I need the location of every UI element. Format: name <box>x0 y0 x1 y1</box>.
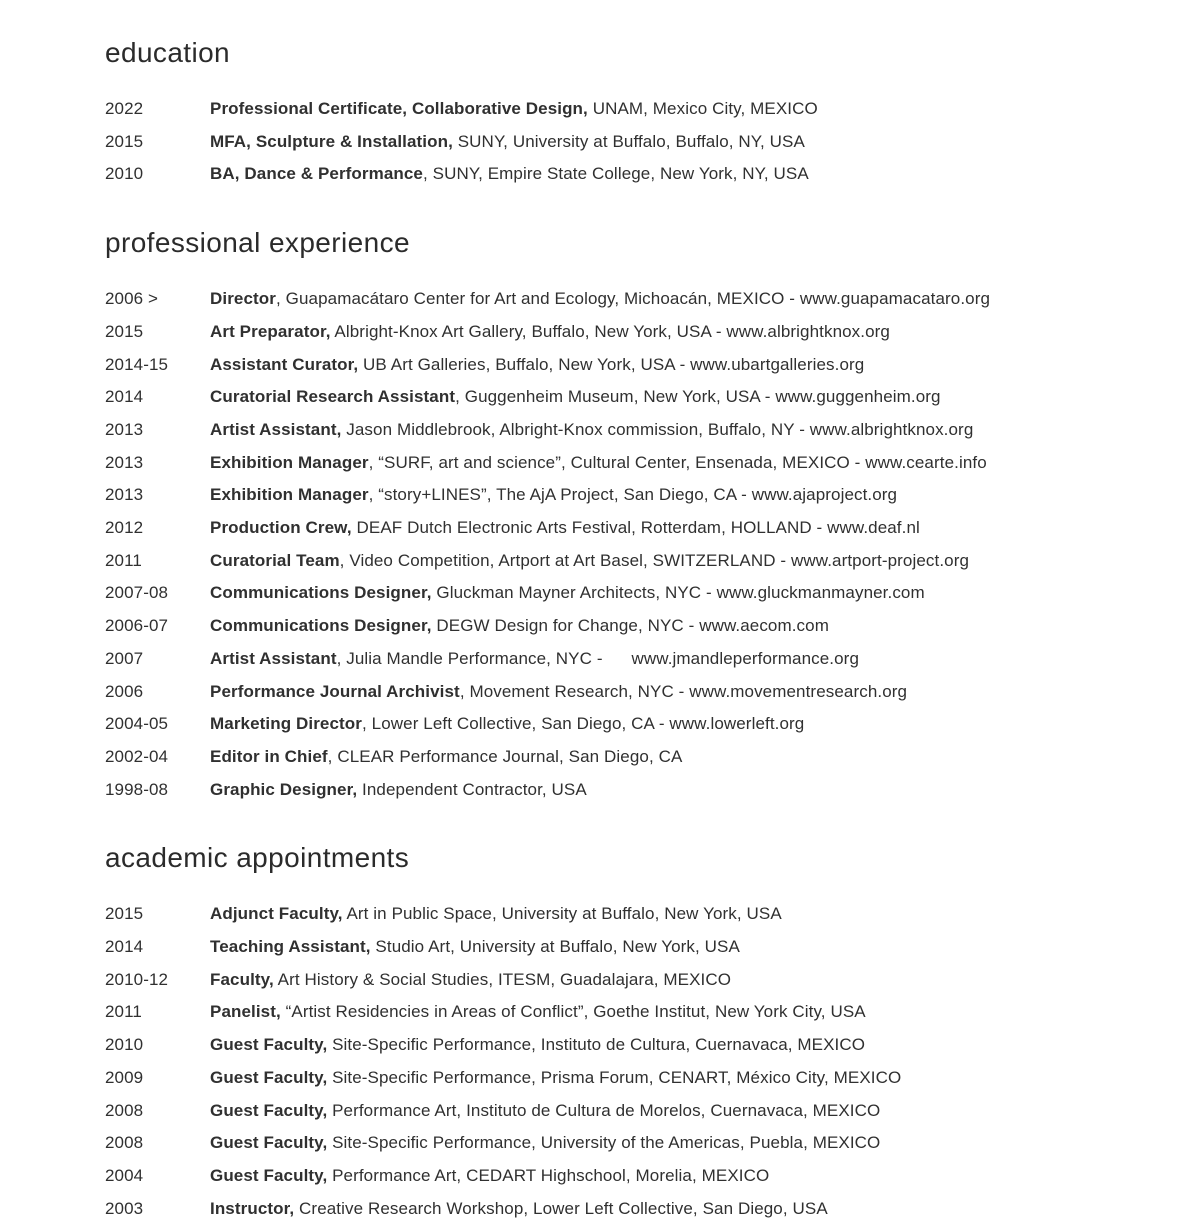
entry-detail: Art in Public Space, University at Buffalo, New York, USA <box>342 904 782 924</box>
entry-description <box>210 708 1188 741</box>
entry-detail: , “SURF, art and science”, Cultural Center, Ensenada, MEXICO - www.cearte.info <box>368 452 987 472</box>
entry-detail: Albright-Knox Art Gallery, Buffalo, New York, USA - www.albrightknox.org <box>330 321 890 341</box>
entry-year: 2015 <box>105 321 144 341</box>
entry-year: 2010 <box>105 164 144 184</box>
entry-detail: , Video Competition, Artport at Art Basel, SWITZERLAND - www.artport-project.org <box>339 550 970 570</box>
entry-role: Graphic Designer, <box>210 779 358 799</box>
entry-year: 2009 <box>105 1067 144 1087</box>
entry-year: 2007 <box>105 648 144 668</box>
entry-description <box>210 158 1188 191</box>
entry-detail: UNAM, Mexico City, MEXICO <box>587 99 818 118</box>
entry-description <box>210 479 1188 512</box>
entry-row <box>105 349 1188 382</box>
entry-detail: Site-Specific Performance, Prisma Forum, CENART, México City, MEXICO <box>327 1067 902 1087</box>
entry-role: Guest Faculty, <box>210 1035 328 1055</box>
entry-row <box>105 126 1188 159</box>
entry-detail: Independent Contractor, USA <box>357 779 587 799</box>
entry-row <box>105 1193 1188 1226</box>
entry-role: Teaching Assistant, <box>210 937 371 957</box>
entry-row <box>105 610 1188 643</box>
entry-role: Director <box>210 289 276 309</box>
entry-year: 2010 <box>105 1035 144 1055</box>
entry-row <box>105 708 1188 741</box>
entry-row <box>105 414 1188 447</box>
entry-year: 2015 <box>105 131 144 151</box>
entry-detail: , Movement Research, NYC - www.movementresearch.org <box>459 681 908 701</box>
entry-year: 2004 <box>105 1165 144 1185</box>
entry-role: Performance Journal Archivist <box>210 681 460 701</box>
entry-description <box>210 1160 1188 1193</box>
section-education <box>105 33 1188 191</box>
entry-year: 2010-12 <box>105 969 169 989</box>
entry-role: Guest Faculty, <box>210 1100 328 1120</box>
entry-role: Production Crew, <box>210 518 352 538</box>
entry-description <box>210 1193 1188 1226</box>
entry-description <box>210 898 1188 931</box>
entry-detail: , Lower Left Collective, San Diego, CA - www.lowerleft.org <box>362 714 805 734</box>
entry-role: Guest Faculty, <box>210 1133 328 1153</box>
entry-role: Exhibition Manager <box>210 485 369 505</box>
entry-description <box>210 577 1188 610</box>
entry-year: 2011 <box>105 1002 142 1022</box>
entry-row <box>105 1127 1188 1160</box>
entry-role: Artist Assistant, <box>210 419 342 439</box>
entry-description <box>210 316 1188 349</box>
entry-description <box>210 93 1188 126</box>
entry-year: 2007-08 <box>105 583 169 603</box>
entry-detail: Performance Art, CEDART Highschool, Morelia, MEXICO <box>327 1165 770 1185</box>
entry-description <box>210 741 1188 774</box>
entry-row <box>105 447 1188 480</box>
entry-row <box>105 931 1188 964</box>
entry-description <box>210 512 1188 545</box>
entry-description <box>210 996 1188 1029</box>
entry-role: Adjunct Faculty, <box>210 904 343 924</box>
entry-role: BA, Dance & Performance <box>210 164 423 184</box>
entry-description <box>210 447 1188 480</box>
entry-role: Communications Designer, <box>210 616 432 636</box>
entry-row <box>105 1160 1188 1193</box>
entry-row <box>105 158 1188 191</box>
entry-role: Editor in Chief <box>210 746 328 766</box>
entry-year: 1998-08 <box>105 779 169 799</box>
entry-detail: Art History & Social Studies, ITESM, Guadalajara, MEXICO <box>273 969 732 989</box>
entry-row <box>105 1029 1188 1062</box>
entry-year: 2003 <box>105 1198 144 1218</box>
entry-description <box>210 610 1188 643</box>
entry-year: 2013 <box>105 485 144 505</box>
entry-detail: Creative Research Workshop, Lower Left Collective, San Diego, USA <box>294 1198 828 1218</box>
entry-row <box>105 1062 1188 1095</box>
entry-row <box>105 381 1188 414</box>
entry-year: 2002-04 <box>105 746 169 766</box>
entry-role: Faculty, <box>210 969 274 989</box>
entry-role: Guest Faculty, <box>210 1165 328 1185</box>
entry-detail: , CLEAR Performance Journal, San Diego, CA <box>327 746 683 766</box>
entry-detail: , SUNY, Empire State College, New York, NY, USA <box>422 164 809 184</box>
entry-description <box>210 1062 1188 1095</box>
entry-row <box>105 1095 1188 1128</box>
entry-detail: UB Art Galleries, Buffalo, New York, USA - www.ubartgalleries.org <box>358 354 865 374</box>
entry-role: Artist Assistant <box>210 648 337 668</box>
entry-detail: , Julia Mandle Performance, NYC - www.jmandleperformance.org <box>336 648 859 668</box>
entry-year: 2011 <box>105 550 142 570</box>
entry-detail: Performance Art, Instituto de Cultura de Morelos, Cuernavaca, MEXICO <box>327 1100 881 1120</box>
entry-role: Guest Faculty, <box>210 1067 328 1087</box>
section-title: professional experience <box>105 227 410 259</box>
entry-role: Instructor, <box>210 1198 295 1218</box>
section-entries <box>105 283 1188 806</box>
entry-description <box>210 643 1188 676</box>
entry-description <box>210 349 1188 382</box>
entry-year: 2008 <box>105 1133 144 1153</box>
entry-year: 2012 <box>105 518 144 538</box>
entry-row <box>105 479 1188 512</box>
entry-row <box>105 676 1188 709</box>
entry-description <box>210 964 1188 997</box>
entry-row <box>105 898 1188 931</box>
entry-detail: Site-Specific Performance, University of the Americas, Puebla, MEXICO <box>327 1133 881 1153</box>
section-academic-appointments <box>105 838 1188 1225</box>
section-title: education <box>105 37 231 68</box>
entry-year: 2004-05 <box>105 714 169 734</box>
entry-year: 2014-15 <box>105 354 169 374</box>
entry-description <box>210 381 1188 414</box>
entry-role: Exhibition Manager <box>210 452 369 472</box>
entry-year: 2006 > <box>105 289 159 309</box>
entry-year: 2006-07 <box>105 616 169 636</box>
entry-detail: , Guapamacátaro Center for Art and Ecology, Michoacán, MEXICO - www.guapamacataro.org <box>276 289 991 309</box>
entry-year: 2006 <box>105 681 144 701</box>
entry-detail: DEGW Design for Change, NYC - www.aecom.com <box>431 616 829 636</box>
entry-description <box>210 1095 1188 1128</box>
entry-year: 2008 <box>105 1100 144 1120</box>
entry-role: Curatorial Team <box>210 550 340 570</box>
entry-year: 2014 <box>105 937 144 957</box>
entry-description <box>210 126 1188 159</box>
entry-role: Marketing Director <box>210 714 363 734</box>
entry-role: Panelist, <box>210 1002 281 1022</box>
entry-row <box>105 643 1188 676</box>
entry-row <box>105 512 1188 545</box>
entry-detail: , Guggenheim Museum, New York, USA - www.guggenheim.org <box>455 387 941 407</box>
entry-detail: Jason Middlebrook, Albright-Knox commission, Buffalo, NY - www.albrightknox.org <box>341 419 974 439</box>
entry-row <box>105 283 1188 316</box>
entry-detail: Site-Specific Performance, Instituto de Cultura, Cuernavaca, MEXICO <box>327 1035 866 1055</box>
entry-description <box>210 1127 1188 1160</box>
entry-year: 2014 <box>105 387 144 407</box>
entry-row <box>105 93 1188 126</box>
entry-description <box>210 774 1188 807</box>
entry-row <box>105 741 1188 774</box>
entry-role: Art Preparator, <box>210 321 331 341</box>
section-entries <box>105 93 1188 191</box>
entry-detail: Studio Art, University at Buffalo, New York, USA <box>370 937 740 957</box>
entry-description <box>210 1029 1188 1062</box>
entry-description <box>210 545 1188 578</box>
entry-year: 2013 <box>105 419 144 439</box>
entry-description <box>210 931 1188 964</box>
entry-row <box>105 577 1188 610</box>
entry-year: 2013 <box>105 452 144 472</box>
entry-detail: DEAF Dutch Electronic Arts Festival, Rotterdam, HOLLAND - www.deaf.nl <box>351 518 920 538</box>
entry-row <box>105 774 1188 807</box>
entry-role: MFA, Sculpture & Installation, <box>210 131 453 151</box>
entry-year: 2022 <box>105 99 144 118</box>
entry-description <box>210 283 1188 316</box>
entry-description <box>210 676 1188 709</box>
section-professional-experience <box>105 223 1188 806</box>
entry-row <box>105 996 1188 1029</box>
entry-role: Assistant Curator, <box>210 354 359 374</box>
entry-year: 2015 <box>105 904 144 924</box>
section-entries <box>105 898 1188 1225</box>
entry-detail: SUNY, University at Buffalo, Buffalo, NY, USA <box>452 131 805 151</box>
entry-row <box>105 964 1188 997</box>
entry-description <box>210 414 1188 447</box>
entry-role: Curatorial Research Assistant <box>210 387 456 407</box>
entry-row <box>105 316 1188 349</box>
entry-role: Communications Designer, <box>210 583 432 603</box>
entry-row <box>105 545 1188 578</box>
section-title: academic appointments <box>105 842 410 874</box>
entry-detail: “Artist Residencies in Areas of Conflict”, Goethe Institut, New York City, USA <box>280 1002 866 1022</box>
entry-detail: , “story+LINES”, The AjA Project, San Diego, CA - www.ajaproject.org <box>368 485 898 505</box>
cv-sections <box>105 33 1188 1225</box>
entry-role: Professional Certificate, Collaborative Design, <box>210 99 588 118</box>
entry-detail: Gluckman Mayner Architects, NYC - www.gluckmanmayner.com <box>431 583 925 603</box>
